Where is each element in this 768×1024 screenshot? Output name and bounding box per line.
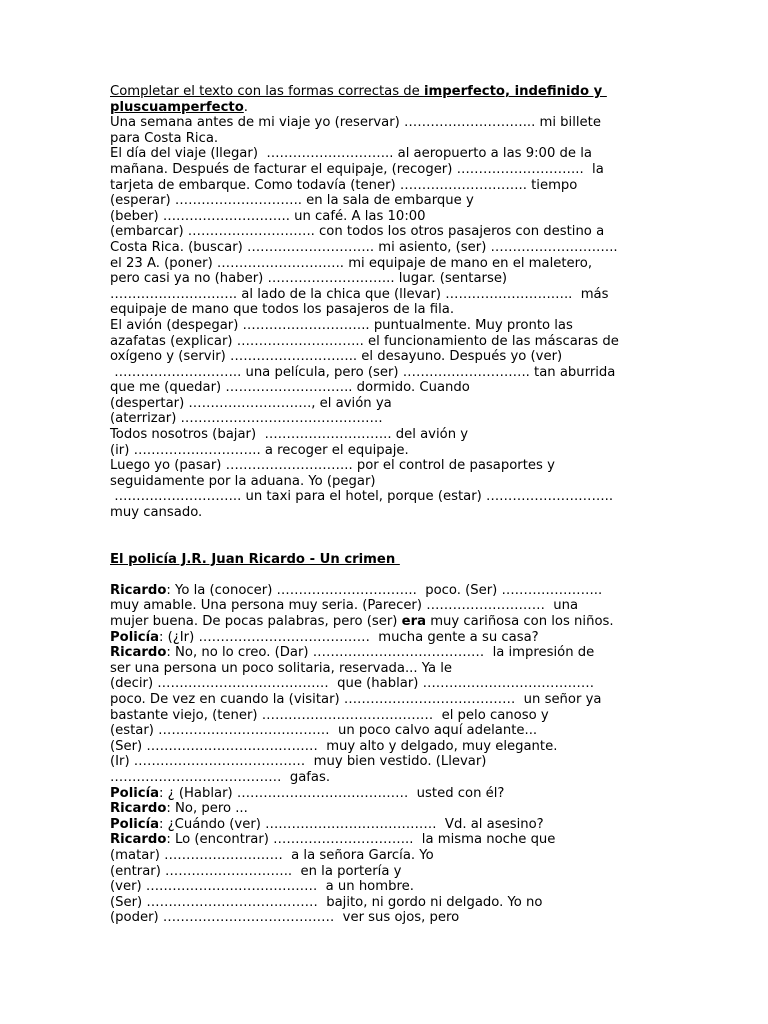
speaker-name: Ricardo bbox=[110, 645, 167, 661]
dialogue-line bbox=[110, 910, 670, 926]
text-line: para Costa Rica. bbox=[110, 130, 219, 146]
dialogue-text: (entrar) ……………………….. en la portería y bbox=[110, 863, 402, 879]
dialogue-text: : No, pero ... bbox=[166, 801, 248, 817]
dialogue-text: : (¿Ir) ………………………………… mucha gente a su casa? bbox=[159, 629, 539, 645]
bold-answer: era bbox=[401, 614, 427, 629]
exercise-1-text bbox=[110, 115, 670, 520]
dialogue-text: (estar) ………………………………… un poco calvo aquí adelante... bbox=[110, 723, 538, 739]
dialogue-line bbox=[110, 895, 670, 911]
dialogue-text: poco. De vez en cuando la (visitar) ………………………………… un señor ya bbox=[110, 691, 602, 707]
dialogue-line bbox=[110, 801, 670, 817]
text-line: equipaje de mano que todos los pasajeros de la fila. bbox=[110, 302, 455, 318]
dialogue-line bbox=[110, 708, 670, 724]
section-2-title bbox=[110, 552, 670, 568]
dialogue-line bbox=[110, 754, 670, 770]
dialogue-text: : ¿Cuándo (ver) ………………………………… Vd. al asesino? bbox=[159, 816, 544, 832]
dialogue-line bbox=[110, 848, 670, 864]
dialogue-line bbox=[110, 786, 670, 802]
dialogue-text: (Ser) ………………………………… bajito, ni gordo ni delgado. Yo no bbox=[110, 894, 543, 910]
dialogue-text: (decir) ………………………………… que (hablar) ………………………………… bbox=[110, 676, 595, 692]
text-line: pero casi ya no (haber) ……………………….. lugar. (sentarse) bbox=[110, 271, 508, 287]
dialogue-line bbox=[110, 832, 670, 848]
dialogue-text: (Ser) ………………………………… muy alto y delgado, muy elegante. bbox=[110, 738, 558, 754]
dialogue-text: : Lo (encontrar) ………………………….. la misma noche que bbox=[166, 832, 556, 848]
speaker-name: Policía bbox=[110, 785, 160, 801]
text-line: ……………………….. al lado de la chica que (llevar) ……………………….. más bbox=[110, 286, 609, 302]
dialogue-text: ser una persona un poco solitaria, reservada... Ya le bbox=[110, 660, 453, 676]
dialogue-line bbox=[110, 739, 670, 755]
text-line: El día del viaje (llegar) ……………………….. al aeropuerto a las 9:00 de la bbox=[110, 146, 592, 162]
dialogue-text: muy amable. Una persona muy seria. (Parecer) ……………………… una bbox=[110, 598, 579, 614]
speaker-name: Ricardo bbox=[110, 832, 167, 848]
dialogue-text: (Ir) ………………………………… muy bien vestido. (Llevar) bbox=[110, 754, 487, 770]
text-line: ……………………….. una película, pero (ser) ……………………….. tan aburrida bbox=[110, 364, 616, 380]
text-line: Una semana antes de mi viaje yo (reservar) ………………………... mi billete bbox=[110, 115, 601, 131]
instruction-prefix: Completar el texto con las formas correctas de bbox=[110, 84, 424, 99]
exercise-2-text bbox=[110, 583, 670, 926]
instruction-line-2 bbox=[110, 100, 670, 116]
text-line: (aterrizar) ………………………………………. bbox=[110, 411, 383, 427]
text-line: (despertar) ………………………., el avión ya bbox=[110, 395, 392, 411]
dialogue-text: : Yo la (conocer) ………………………….. poco. (Ser) ………………….. bbox=[166, 582, 603, 598]
text-line: (embarcar) ……………………….. con todos los otros pasajeros con destino a bbox=[110, 224, 605, 240]
dialogue-text-after: muy cariñosa con los niños. bbox=[426, 614, 614, 629]
text-line: tarjeta de embarque. Como todavía (tener) ……………………….. tiempo bbox=[110, 177, 578, 193]
text-line: ……………………….. un taxi para el hotel, porque (estar) ……………………….. bbox=[110, 489, 614, 505]
text-line: El avión (despegar) ……………………….. puntualmente. Muy pronto las bbox=[110, 317, 573, 333]
dialogue-text: : No, no lo creo. (Dar) ………………………………… la impresión de bbox=[166, 645, 595, 661]
dialogue-line bbox=[110, 676, 670, 692]
text-line: muy cansado. bbox=[110, 505, 203, 521]
text-line: el 23 A. (poner) ……………………….. mi equipaje de mano en el maletero, bbox=[110, 255, 593, 271]
instruction-line-1 bbox=[110, 84, 670, 100]
text-line: seguidamente por la aduana. Yo (pegar) bbox=[110, 473, 376, 489]
text-line: que me (quedar) ……………………….. dormido. Cuando bbox=[110, 380, 470, 396]
dialogue-text: (matar) ……………………… a la señora García. Yo bbox=[110, 847, 434, 863]
dialogue-text: mujer buena. De pocas palabras, pero (ser) bbox=[110, 614, 402, 629]
dialogue-line bbox=[110, 614, 670, 630]
text-line: azafatas (explicar) ……………………….. el funcionamiento de las máscaras de bbox=[110, 333, 619, 349]
dialogue-text: (ver) ………………………………… a un hombre. bbox=[110, 879, 414, 895]
instruction-bold-1: imperfecto, indefinido y bbox=[423, 84, 607, 99]
text-line: mañana. Después de facturar el equipaje, (recoger) ……………………….. la bbox=[110, 161, 604, 177]
dialogue-text: (poder) ………………………………… ver sus ojos, pero bbox=[110, 910, 460, 926]
text-line: Costa Rica. (buscar) ……………………….. mi asiento, (ser) ……………………….. bbox=[110, 239, 618, 255]
text-line: (beber) ……………………….. un café. A las 10:00 bbox=[110, 208, 426, 224]
speaker-name: Ricardo bbox=[110, 801, 167, 817]
speaker-name: Policía bbox=[110, 816, 160, 832]
dialogue-text: ………………………………… gafas. bbox=[110, 769, 331, 785]
speaker-name: Policía bbox=[110, 629, 160, 645]
dialogue-line bbox=[110, 879, 670, 895]
dialogue-line bbox=[110, 817, 670, 833]
title-spacer bbox=[110, 567, 670, 583]
dialogue-line bbox=[110, 583, 670, 599]
dialogue-line bbox=[110, 692, 670, 708]
section-2-title-text: El policía J.R. Juan Ricardo - Un crimen bbox=[110, 551, 400, 567]
dialogue-line bbox=[110, 661, 670, 677]
dialogue-line bbox=[110, 864, 670, 880]
dialogue-line bbox=[110, 723, 670, 739]
text-line: oxígeno y (servir) ……………………….. el desayuno. Después yo (ver) bbox=[110, 349, 563, 365]
dialogue-text: bastante viejo, (tener) ………………………………… el pelo canoso y bbox=[110, 707, 549, 723]
speaker-name: Ricardo bbox=[110, 582, 167, 598]
dialogue-line bbox=[110, 645, 670, 661]
dialogue-line bbox=[110, 630, 670, 646]
instruction-suffix: . bbox=[243, 99, 248, 115]
instruction-bold-2: pluscuamperfecto bbox=[110, 99, 244, 115]
dialogue-line bbox=[110, 770, 670, 786]
dialogue-line bbox=[110, 598, 670, 614]
text-line: Luego yo (pasar) ……………………….. por el control de pasaportes y bbox=[110, 458, 555, 474]
dialogue-text: : ¿ (Hablar) ………………………………… usted con él? bbox=[159, 785, 505, 801]
text-line: (esperar) ……………………….. en la sala de embarque y bbox=[110, 193, 474, 209]
section-spacer bbox=[110, 521, 670, 552]
text-line: (ir) ……………………….. a recoger el equipaje. bbox=[110, 442, 409, 458]
text-line: Todos nosotros (bajar) ……………………….. del avión y bbox=[110, 427, 469, 443]
document-page bbox=[110, 84, 670, 926]
